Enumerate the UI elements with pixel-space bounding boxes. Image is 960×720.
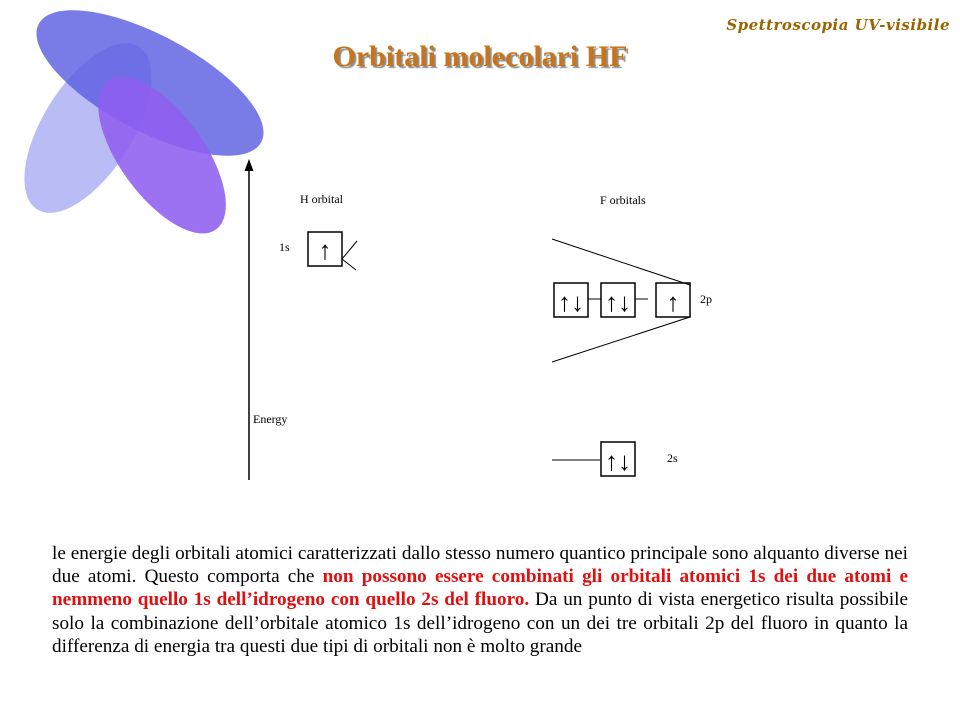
- paragraph-text-2: Da un punto di vista energetico risulta possibile solo la combinazione dell’orbitale atomico 1s dell’idrogeno con un dei tre orbitali 2p del fluoro in quanto la differenza di energia tra questi due tipi di orbitali non è molto grande: [52, 589, 908, 657]
- h-1s-connector-upper: [342, 241, 357, 259]
- f-2p-label: 2p: [700, 292, 712, 306]
- h-1s-label: 1s: [279, 240, 290, 254]
- f-2p-electron-3: ↑: [666, 288, 680, 317]
- f-2s-label: 2s: [667, 451, 678, 465]
- paragraph-highlight: non possono essere combinati gli orbitali atomici 1s dei due atomi e nemmeno quello 1s dell’idrogeno con quello 2s del fluoro.: [52, 566, 908, 611]
- h-1s-electron: ↑: [318, 236, 332, 265]
- f-2p-electron-pair-2: ↑↓: [605, 288, 631, 317]
- f-2p-electron-pair-1: ↑↓: [558, 288, 584, 317]
- orbital-energy-diagram: [230, 155, 730, 485]
- f-2s-electron-pair: ↑↓: [605, 447, 631, 476]
- h-orbital-header: H orbital: [300, 192, 343, 206]
- f-2p-connector-upper: [552, 239, 690, 285]
- f-2p-connector-lower: [552, 317, 690, 362]
- paragraph-text-1: le energie degli orbitali atomici caratterizzati dallo stesso numero quantico principale sono alquanto diverse nei due atomi. Questo comporta che: [52, 543, 908, 588]
- f-orbitals-header: F orbitals: [600, 193, 646, 207]
- energy-axis-arrowhead: [245, 159, 254, 171]
- energy-label: Energy: [253, 412, 288, 426]
- explanation-paragraph: [52, 542, 908, 658]
- header-tag: Spettroscopia UV-visibile: [726, 16, 950, 34]
- page-title: Orbitali molecolari HF: [332, 40, 628, 73]
- h-1s-connector-lower: [342, 259, 356, 270]
